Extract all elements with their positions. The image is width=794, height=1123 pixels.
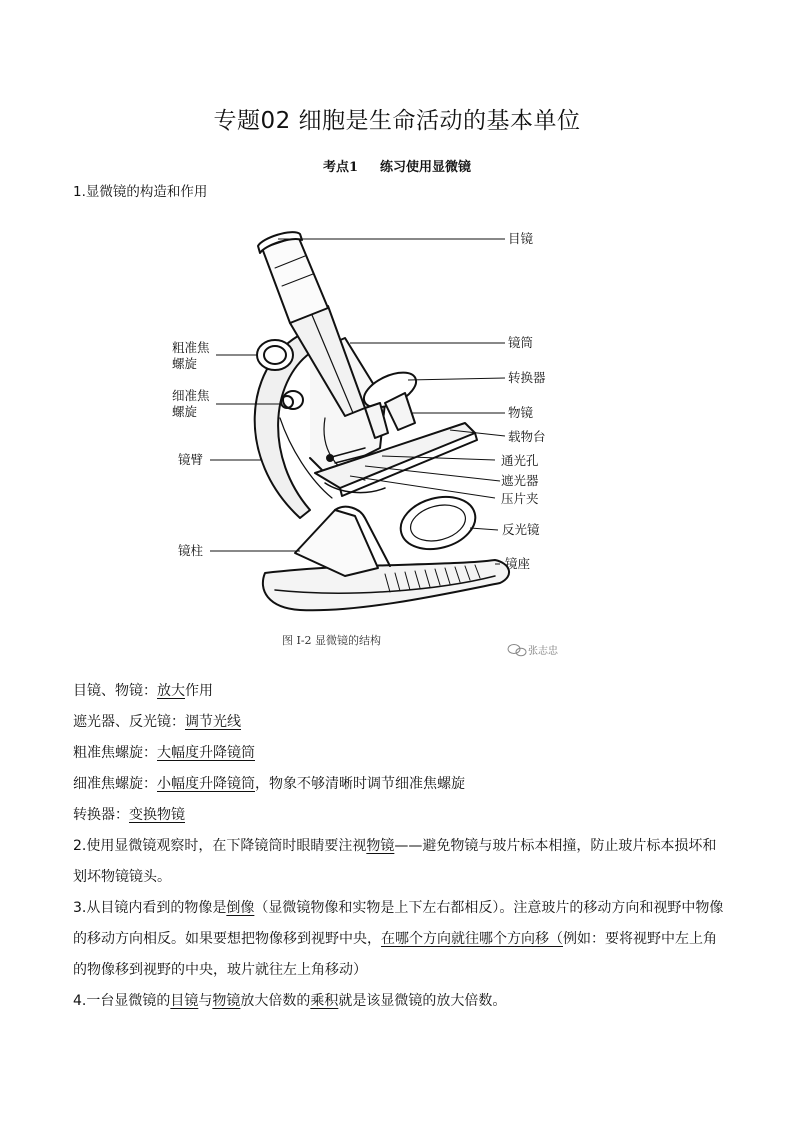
label-arm: 镜臂 bbox=[178, 452, 204, 467]
label-pillar: 镜柱 bbox=[178, 543, 204, 558]
section-1-heading: 1.显微镜的构造和作用 bbox=[73, 184, 208, 200]
label-coarse-line2: 螺旋 bbox=[172, 356, 198, 371]
label-base: 镜座 bbox=[505, 556, 531, 571]
list-item: 遮光器、反光镜：调节光线 bbox=[73, 714, 241, 730]
content-body bbox=[73, 676, 728, 1017]
label-objective: 物镜 bbox=[508, 405, 534, 420]
label-clip: 压片夹 bbox=[501, 491, 539, 506]
eyepiece-shape bbox=[262, 236, 328, 323]
watermark-text: 张志忠 bbox=[528, 646, 558, 657]
paragraph-2: 2.使用显微镜观察时，在下降镜筒时眼睛要注视物镜——避免物镜与玻片标本相撞，防止玻片标本损坏和划坏物镜镜头。 bbox=[73, 838, 717, 885]
label-fine-line2: 螺旋 bbox=[172, 404, 198, 419]
microscope-figure bbox=[150, 218, 600, 668]
label-diaphragm: 遮光器 bbox=[501, 473, 539, 488]
mirror-shape bbox=[395, 489, 481, 557]
coarse-knob-shape bbox=[257, 340, 293, 370]
paragraph-3: 3.从目镜内看到的物像是倒像（显微镜物像和实物是上下左右都相反）。注意玻片的移动方向和视野中物像的移动方向相反。如果要想把物像移到视野中央，在哪个方向就往哪个方向移（例如：要将视野中左上角的物像移到视野的中央，玻片就往左上角移动） bbox=[73, 900, 724, 978]
list-item: 粗准焦螺旋：大幅度升降镜筒 bbox=[73, 745, 255, 761]
figure-caption: 图 Ⅰ-2 显微镜的结构 bbox=[282, 634, 382, 647]
label-coarse-line1: 粗准焦 bbox=[172, 340, 210, 355]
list-item: 目镜、物镜：放大作用 bbox=[73, 683, 213, 699]
label-converter: 转换器 bbox=[508, 370, 546, 385]
label-stage: 载物台 bbox=[508, 429, 546, 444]
topic-name: 练习使用显微镜 bbox=[380, 160, 472, 175]
list-item: 细准焦螺旋：小幅度升降镜筒，物象不够清晰时调节细准焦螺旋 bbox=[73, 776, 465, 792]
page-title: 专题02 细胞是生命活动的基本单位 bbox=[213, 108, 581, 134]
label-eyepiece: 目镜 bbox=[508, 231, 534, 246]
label-tube: 镜筒 bbox=[508, 335, 534, 350]
topic-number: 考点1 bbox=[322, 160, 359, 175]
label-fine-line1: 细准焦 bbox=[172, 388, 210, 403]
label-mirror: 反光镜 bbox=[502, 522, 540, 537]
paragraph-4: 4.一台显微镜的目镜与物镜放大倍数的乘积就是该显微镜的放大倍数。 bbox=[73, 993, 507, 1009]
section-heading bbox=[0, 156, 794, 175]
label-light-hole: 通光孔 bbox=[501, 453, 539, 468]
wechat-icon bbox=[508, 645, 526, 656]
list-item: 转换器：变换物镜 bbox=[73, 807, 185, 823]
base-shape bbox=[263, 560, 509, 610]
microscope-diagram bbox=[150, 218, 600, 668]
